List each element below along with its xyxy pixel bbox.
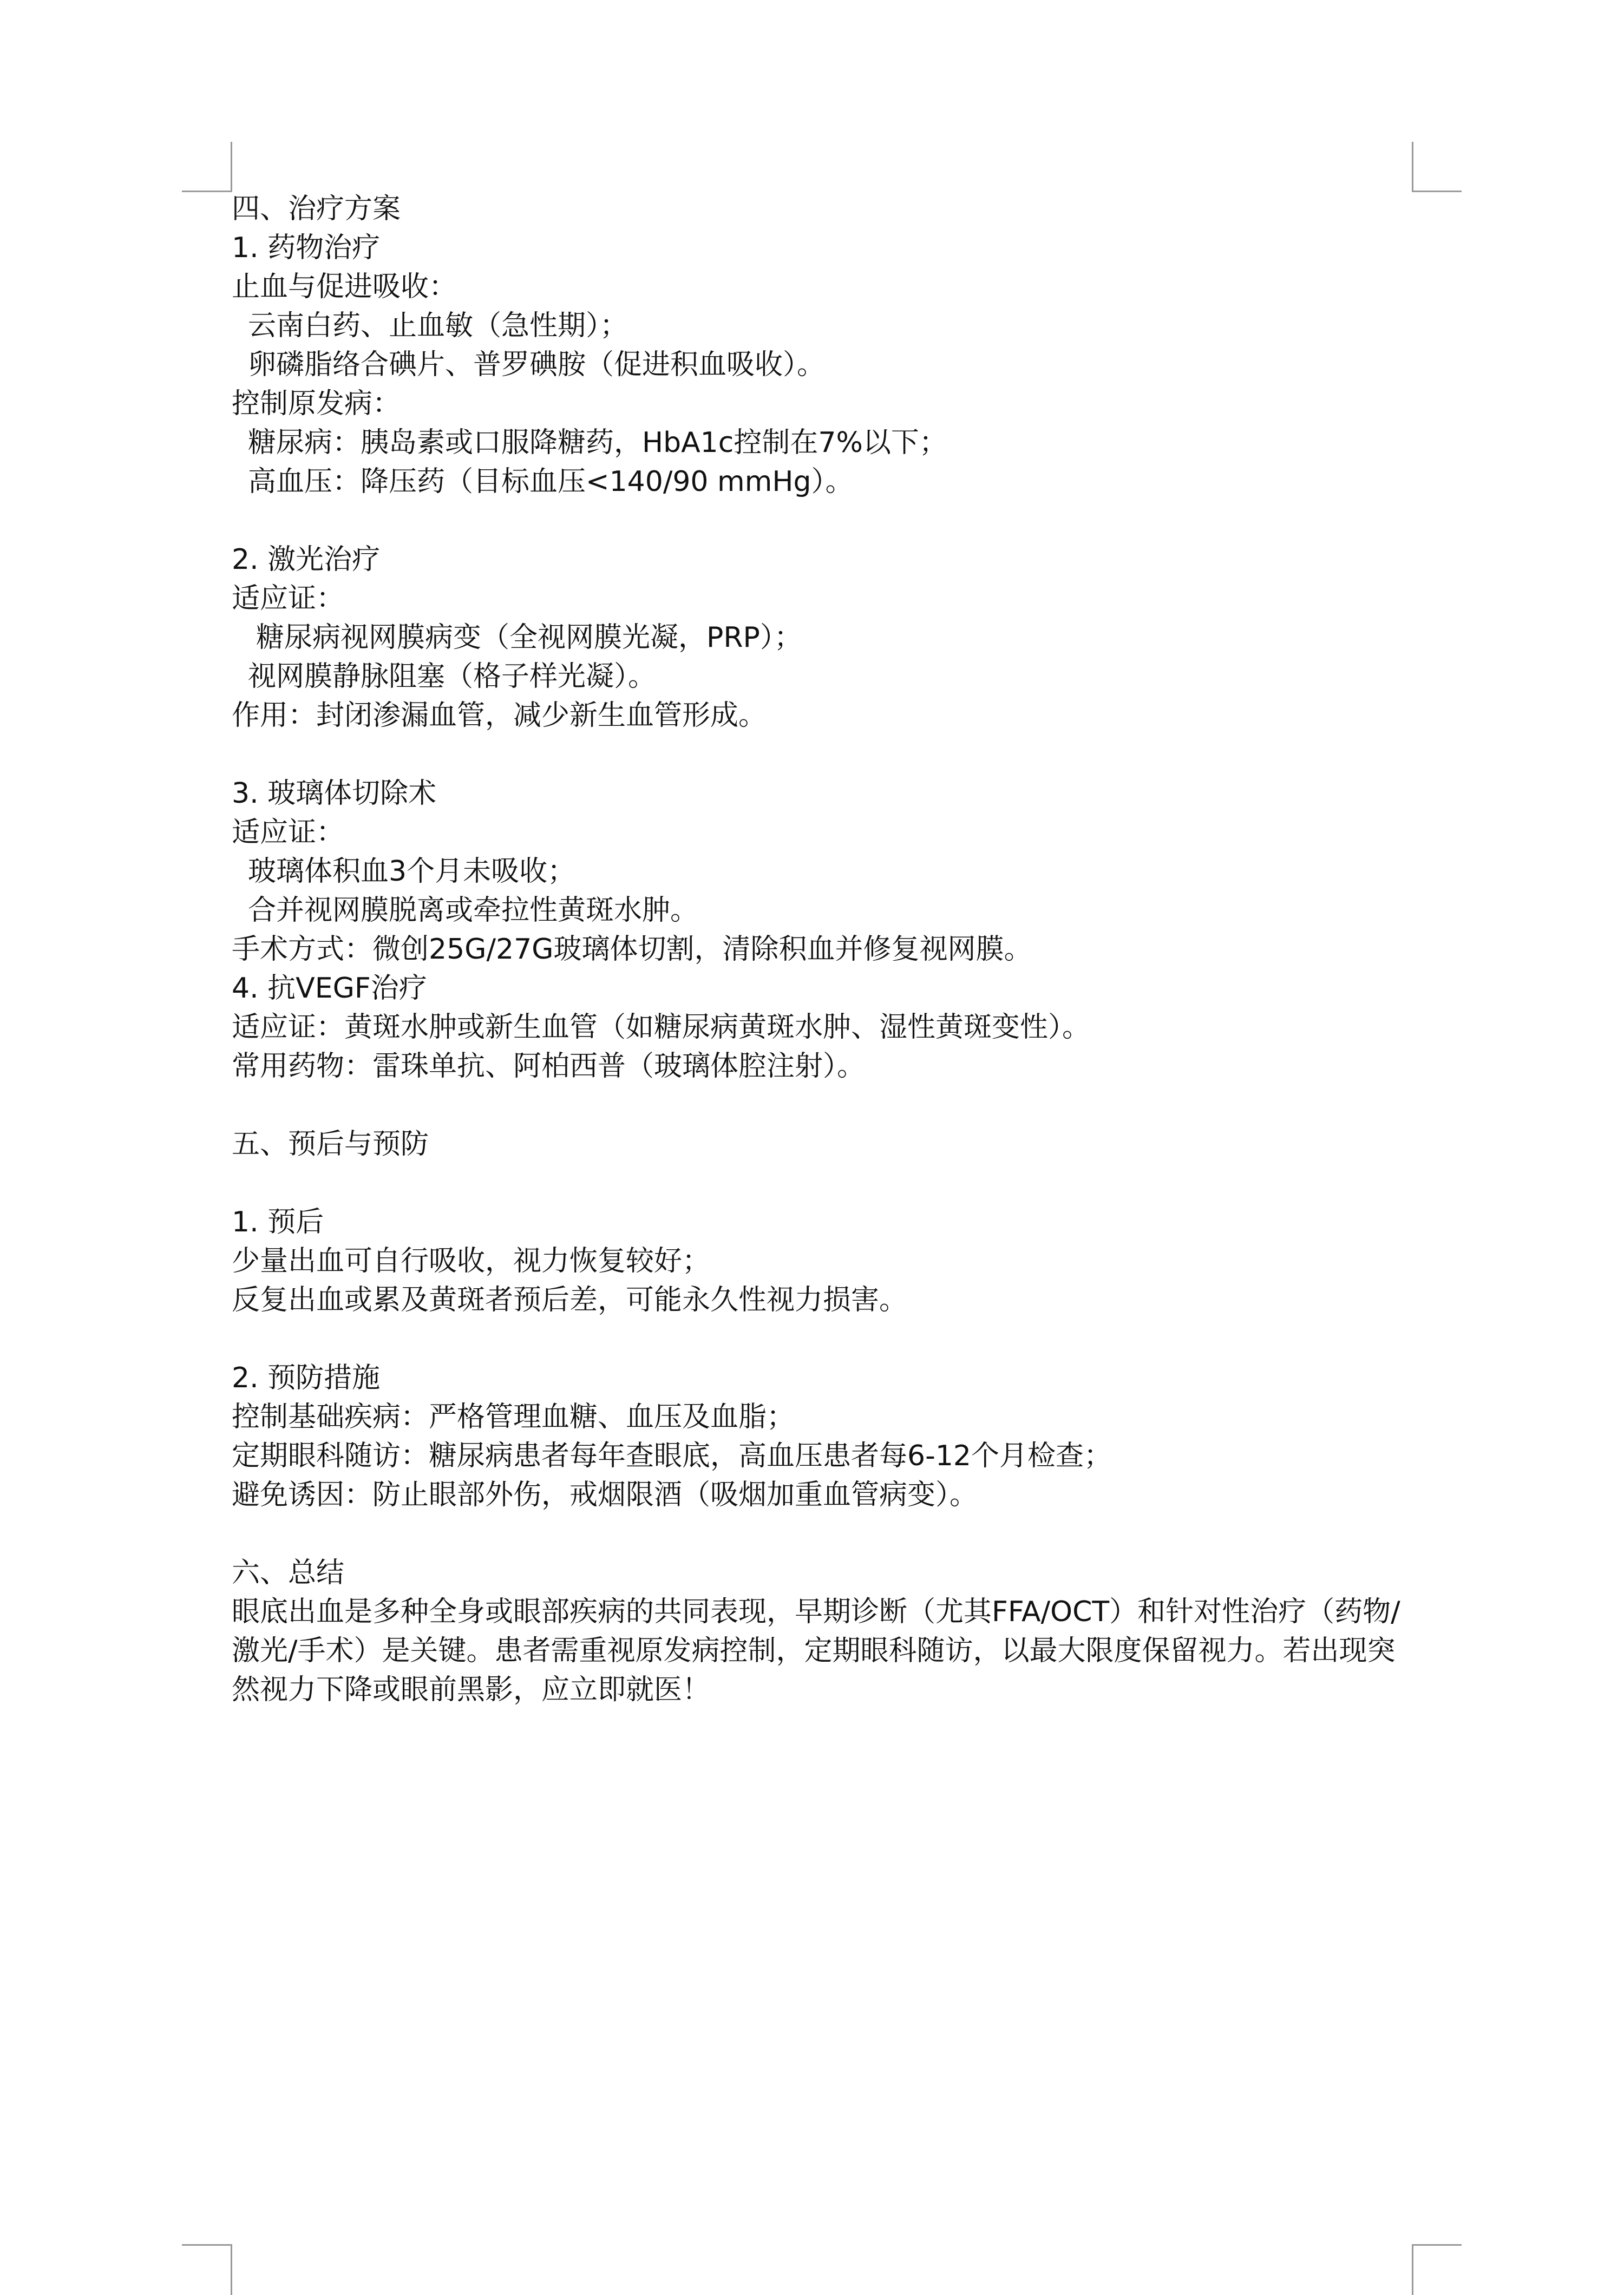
prognosis-line: 反复出血或累及黄斑者预后差，可能永久性视力损害。	[232, 1284, 908, 1316]
hemostasis-item: 云南白药、止血敏（急性期）；	[248, 310, 628, 342]
corner-mark-bottom-right-vertical	[1412, 2244, 1413, 2295]
vitrectomy-indication-item: 玻璃体积血3个月未吸收；	[248, 855, 576, 888]
corner-mark-top-left-vertical	[231, 142, 232, 192]
corner-mark-bottom-left-vertical	[231, 2244, 232, 2295]
laser-indication-item: 视网膜静脉阻塞（格子样光凝）。	[248, 660, 657, 693]
blank-line	[232, 501, 1401, 540]
section-5-heading: 五、预后与预防	[232, 1128, 429, 1160]
summary-paragraph: 眼底出血是多种全身或眼部疾病的共同表现，早期诊断（尤其FFA/OCT）和针对性治疗（药物/激光/手术）是关键。患者需重视原发病控制，定期眼科随访，以最大限度保留视力。若出现突然视力下降或眼前黑影，应立即就医！	[232, 1596, 1400, 1706]
prevention-line: 避免诱因：防止眼部外伤，戒烟限酒（吸烟加重血管病变）。	[232, 1479, 978, 1511]
corner-mark-top-left-horizontal	[182, 191, 232, 192]
corner-mark-top-right-horizontal	[1412, 191, 1462, 192]
document-body	[232, 189, 1401, 1709]
subsection-drug-therapy-heading: 1. 药物治疗	[232, 232, 381, 264]
hemostasis-label: 止血与促进吸收：	[232, 271, 457, 303]
vitrectomy-indication-item: 合并视网膜脱离或牵拉性黄斑水肿。	[248, 894, 699, 927]
vitrectomy-indication-label: 适应证：	[232, 816, 345, 849]
section-4-heading: 四、治疗方案	[232, 193, 401, 225]
laser-indication-item: 糖尿病视网膜病变（全视网膜光凝，PRP）；	[256, 621, 802, 654]
prognosis-line: 少量出血可自行吸收，视力恢复较好；	[232, 1245, 711, 1277]
subsection-laser-heading: 2. 激光治疗	[232, 543, 381, 576]
subsection-prevention-heading: 2. 预防措施	[232, 1362, 381, 1394]
primary-disease-item: 高血压：降压药（目标血压<140/90 mmHg）。	[248, 465, 854, 498]
corner-mark-bottom-left-horizontal	[182, 2244, 232, 2246]
corner-mark-bottom-right-horizontal	[1412, 2244, 1462, 2246]
blank-line	[232, 1086, 1401, 1125]
vitrectomy-method: 手术方式：微创25G/27G玻璃体切割，清除积血并修复视网膜。	[232, 933, 1032, 966]
blank-line	[232, 735, 1401, 774]
subsection-anti-vegf-heading: 4. 抗VEGF治疗	[232, 972, 427, 1005]
prevention-line: 定期眼科随访：糖尿病患者每年查眼底，高血压患者每6-12个月检查；	[232, 1440, 1112, 1472]
blank-line	[232, 1164, 1401, 1203]
blank-line	[232, 1320, 1401, 1359]
hemostasis-item: 卵磷脂络合碘片、普罗碘胺（促进积血吸收）。	[248, 349, 826, 381]
section-6-heading: 六、总结	[232, 1557, 345, 1589]
primary-disease-label: 控制原发病：	[232, 388, 401, 420]
anti-vegf-indication: 适应证：黄斑水肿或新生血管（如糖尿病黄斑水肿、湿性黄斑变性）。	[232, 1011, 1091, 1044]
blank-line	[232, 1514, 1401, 1553]
prevention-line: 控制基础疾病：严格管理血糖、血压及血脂；	[232, 1401, 795, 1433]
anti-vegf-drugs: 常用药物：雷珠单抗、阿柏西普（玻璃体腔注射）。	[232, 1050, 866, 1083]
laser-indication-label: 适应证：	[232, 582, 345, 615]
laser-effect: 作用：封闭渗漏血管，减少新生血管形成。	[232, 699, 767, 732]
corner-mark-top-right-vertical	[1412, 142, 1413, 192]
subsection-vitrectomy-heading: 3. 玻璃体切除术	[232, 777, 437, 810]
primary-disease-item: 糖尿病：胰岛素或口服降糖药，HbA1c控制在7%以下；	[248, 427, 947, 459]
subsection-prognosis-heading: 1. 预后	[232, 1206, 324, 1238]
